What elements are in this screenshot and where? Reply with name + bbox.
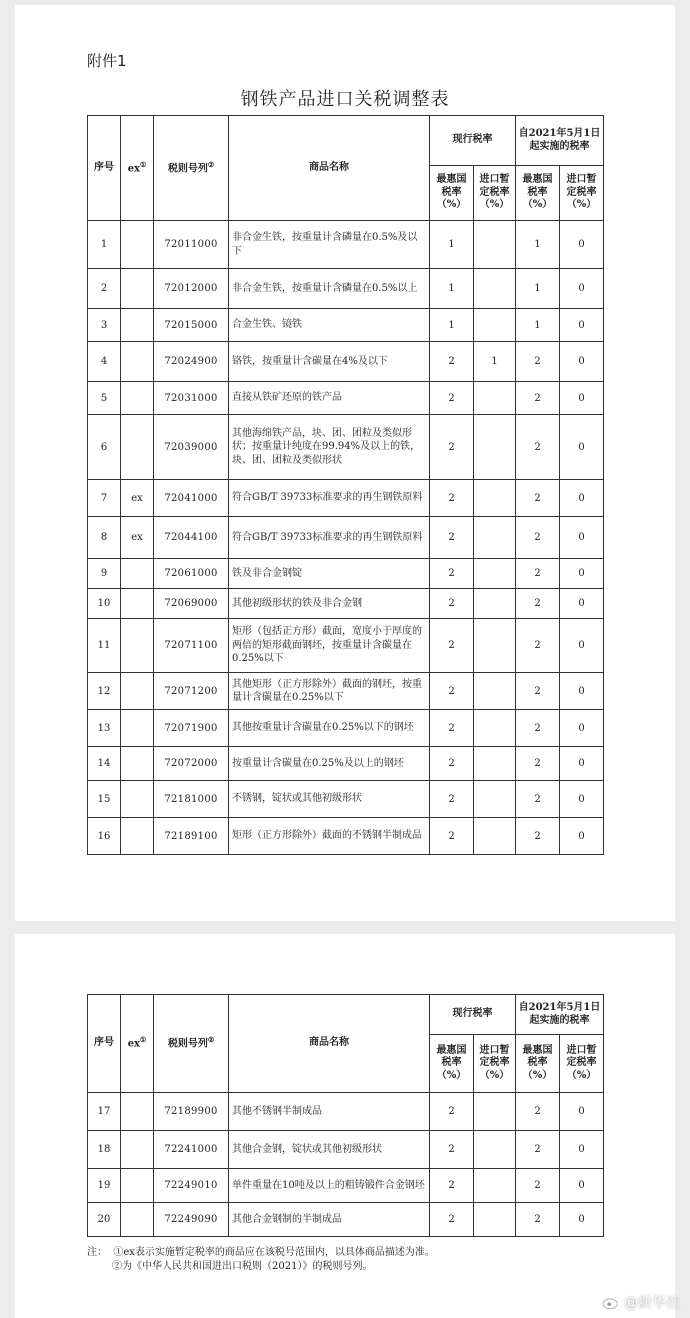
- cell-new-mfn: 1: [516, 309, 560, 342]
- cell-ex: [121, 673, 154, 710]
- cell-new-provisional: 0: [560, 1169, 604, 1203]
- header-new-prov: 进口暂定税率（%）: [560, 166, 604, 221]
- cell-code: 72181000: [154, 781, 229, 818]
- cell-new-mfn: 2: [516, 480, 560, 517]
- cell-current-provisional: 1: [474, 342, 516, 382]
- cell-new-mfn: 2: [516, 415, 560, 480]
- cell-current-provisional: [474, 781, 516, 818]
- cell-new-provisional: 0: [560, 747, 604, 781]
- cell-seq: 10: [88, 589, 121, 619]
- cell-current-provisional: [474, 382, 516, 415]
- cell-seq: 15: [88, 781, 121, 818]
- table-row: [88, 1131, 604, 1169]
- cell-current-mfn: 2: [430, 382, 474, 415]
- cell-current-mfn: 1: [430, 309, 474, 342]
- cell-code: 72071900: [154, 710, 229, 747]
- cell-current-mfn: 2: [430, 480, 474, 517]
- cell-name: 矩形（正方形除外）截面的不锈钢半制成品: [229, 818, 430, 855]
- header-name: 商品名称: [229, 995, 430, 1093]
- cell-ex: [121, 309, 154, 342]
- cell-current-provisional: [474, 619, 516, 673]
- cell-name: 其他不锈钢半制成品: [229, 1093, 430, 1131]
- cell-code: 72044100: [154, 517, 229, 559]
- cell-new-provisional: 0: [560, 269, 604, 309]
- watermark: [602, 1292, 680, 1312]
- cell-new-provisional: 0: [560, 710, 604, 747]
- header-cur-mfn: 最惠国税率（%）: [430, 166, 474, 221]
- cell-code: 72031000: [154, 382, 229, 415]
- cell-ex: [121, 589, 154, 619]
- cell-new-provisional: 0: [560, 818, 604, 855]
- watermark-text: @新华社: [624, 1295, 680, 1311]
- cell-new-provisional: 0: [560, 1203, 604, 1237]
- table-row: [88, 747, 604, 781]
- cell-new-mfn: 1: [516, 221, 560, 269]
- cell-name: 其他合金钢，锭状或其他初级形状: [229, 1131, 430, 1169]
- cell-ex: ex: [121, 517, 154, 559]
- table-row: [88, 415, 604, 480]
- header-seq: 序号: [88, 995, 121, 1093]
- cell-current-mfn: 2: [430, 710, 474, 747]
- cell-name: 符合GB/T 39733标准要求的再生钢铁原料: [229, 517, 430, 559]
- cell-ex: [121, 382, 154, 415]
- cell-new-provisional: 0: [560, 382, 604, 415]
- cell-current-mfn: 2: [430, 517, 474, 559]
- cell-new-mfn: 2: [516, 818, 560, 855]
- cell-new-mfn: 2: [516, 517, 560, 559]
- cell-new-provisional: 0: [560, 673, 604, 710]
- cell-ex: [121, 1169, 154, 1203]
- header-new-mfn: 最惠国税率（%）: [516, 166, 560, 221]
- cell-name: 其他海绵铁产品，块、团、团粒及类似形状；按重量计纯度在99.94%及以上的铁，块、团、团粒及类似形状: [229, 415, 430, 480]
- cell-current-mfn: 2: [430, 1131, 474, 1169]
- table-notes: [87, 1246, 435, 1274]
- header-seq: 序号: [88, 116, 121, 221]
- cell-seq: 4: [88, 342, 121, 382]
- cell-seq: 6: [88, 415, 121, 480]
- cell-current-mfn: 2: [430, 1093, 474, 1131]
- tariff-table-page-2: [87, 994, 604, 1237]
- cell-name: 非合金生铁，按重量计含磷量在0.5%及以下: [229, 221, 430, 269]
- cell-new-mfn: 2: [516, 382, 560, 415]
- cell-current-provisional: [474, 710, 516, 747]
- cell-seq: 17: [88, 1093, 121, 1131]
- cell-code: 72039000: [154, 415, 229, 480]
- cell-code: 72071200: [154, 673, 229, 710]
- cell-new-mfn: 2: [516, 747, 560, 781]
- cell-new-provisional: 0: [560, 1093, 604, 1131]
- cell-seq: 8: [88, 517, 121, 559]
- table-row: [88, 517, 604, 559]
- cell-new-provisional: 0: [560, 517, 604, 559]
- cell-current-mfn: 2: [430, 342, 474, 382]
- cell-current-provisional: [474, 480, 516, 517]
- cell-ex: [121, 818, 154, 855]
- cell-current-provisional: [474, 818, 516, 855]
- table-row: [88, 619, 604, 673]
- table-row: [88, 309, 604, 342]
- cell-name: 铁及非合金钢锭: [229, 559, 430, 589]
- cell-new-mfn: 2: [516, 710, 560, 747]
- cell-ex: [121, 710, 154, 747]
- table-row: [88, 382, 604, 415]
- table-row: [88, 342, 604, 382]
- cell-current-provisional: [474, 309, 516, 342]
- cell-name: 非合金生铁，按重量计含磷量在0.5%以上: [229, 269, 430, 309]
- cell-seq: 13: [88, 710, 121, 747]
- note-line-2: ②为《中华人民共和国进出口税则（2021）》的税则号列。: [112, 1261, 373, 1272]
- header-new-prov: 进口暂定税率（%）: [560, 1035, 604, 1093]
- header-new-rate: 自2021年5月1日起实施的税率: [516, 116, 604, 166]
- cell-current-provisional: [474, 221, 516, 269]
- cell-code: 72011000: [154, 221, 229, 269]
- note-line-1: 注： ①ex表示实施暂定税率的商品应在该税号范围内，以具体商品描述为准。: [87, 1247, 435, 1258]
- cell-ex: [121, 1093, 154, 1131]
- cell-ex: [121, 415, 154, 480]
- cell-new-provisional: 0: [560, 221, 604, 269]
- cell-name: 其他初级形状的铁及非合金钢: [229, 589, 430, 619]
- header-ex: ex①: [121, 116, 154, 221]
- cell-ex: [121, 221, 154, 269]
- cell-new-provisional: 0: [560, 619, 604, 673]
- table-row: [88, 221, 604, 269]
- document-page-1: [15, 5, 675, 921]
- cell-seq: 5: [88, 382, 121, 415]
- cell-current-mfn: 2: [430, 1203, 474, 1237]
- header-current-rate: 现行税率: [430, 995, 516, 1035]
- cell-new-provisional: 0: [560, 559, 604, 589]
- cell-seq: 12: [88, 673, 121, 710]
- cell-new-mfn: 2: [516, 673, 560, 710]
- cell-seq: 16: [88, 818, 121, 855]
- table-row: [88, 1093, 604, 1131]
- cell-new-mfn: 2: [516, 1169, 560, 1203]
- table-row: [88, 269, 604, 309]
- cell-name: 其他矩形（正方形除外）截面的钢坯，按重量计含碳量在0.25%以下: [229, 673, 430, 710]
- cell-code: 72249090: [154, 1203, 229, 1237]
- cell-name: 铬铁，按重量计含碳量在4%及以下: [229, 342, 430, 382]
- header-cur-mfn: 最惠国税率（%）: [430, 1035, 474, 1093]
- cell-name: 矩形（包括正方形）截面，宽度小于厚度的两倍的矩形截面钢坯，按重量计含碳量在0.25%以下: [229, 619, 430, 673]
- cell-name: 其他合金钢制的半制成品: [229, 1203, 430, 1237]
- attachment-label: 附件1: [87, 52, 127, 70]
- cell-ex: ex: [121, 480, 154, 517]
- table-row: [88, 1203, 604, 1237]
- cell-seq: 3: [88, 309, 121, 342]
- header-current-rate: 现行税率: [430, 116, 516, 166]
- cell-new-provisional: 0: [560, 781, 604, 818]
- header-new-mfn: 最惠国税率（%）: [516, 1035, 560, 1093]
- cell-new-mfn: 2: [516, 619, 560, 673]
- header-code: 税则号列②: [154, 995, 229, 1093]
- cell-current-provisional: [474, 269, 516, 309]
- cell-new-mfn: 2: [516, 1093, 560, 1131]
- cell-seq: 11: [88, 619, 121, 673]
- table-row: [88, 559, 604, 589]
- cell-code: 72041000: [154, 480, 229, 517]
- cell-ex: [121, 1131, 154, 1169]
- cell-ex: [121, 781, 154, 818]
- cell-seq: 7: [88, 480, 121, 517]
- cell-current-mfn: 2: [430, 559, 474, 589]
- cell-seq: 2: [88, 269, 121, 309]
- cell-current-mfn: 2: [430, 619, 474, 673]
- header-ex: ex①: [121, 995, 154, 1093]
- cell-name: 其他按重量计含碳量在0.25%以下的钢坯: [229, 710, 430, 747]
- table-row: [88, 818, 604, 855]
- cell-current-mfn: 2: [430, 818, 474, 855]
- table-row: [88, 1169, 604, 1203]
- cell-new-mfn: 2: [516, 1131, 560, 1169]
- cell-ex: [121, 619, 154, 673]
- cell-new-mfn: 2: [516, 781, 560, 818]
- cell-ex: [121, 559, 154, 589]
- cell-current-mfn: 2: [430, 747, 474, 781]
- table-row: [88, 673, 604, 710]
- cell-current-provisional: [474, 673, 516, 710]
- cell-seq: 14: [88, 747, 121, 781]
- cell-new-provisional: 0: [560, 415, 604, 480]
- cell-current-provisional: [474, 1131, 516, 1169]
- weibo-icon: [602, 1293, 620, 1311]
- cell-new-provisional: 0: [560, 589, 604, 619]
- cell-code: 72241000: [154, 1131, 229, 1169]
- table-row: [88, 480, 604, 517]
- cell-name: 按重量计含碳量在0.25%及以上的钢坯: [229, 747, 430, 781]
- table-row: [88, 710, 604, 747]
- table-body-page-1: [88, 221, 604, 855]
- cell-ex: [121, 747, 154, 781]
- cell-code: 72189900: [154, 1093, 229, 1131]
- cell-code: 72012000: [154, 269, 229, 309]
- cell-code: 72249010: [154, 1169, 229, 1203]
- cell-new-provisional: 0: [560, 309, 604, 342]
- cell-current-provisional: [474, 517, 516, 559]
- cell-current-provisional: [474, 1203, 516, 1237]
- cell-code: 72071100: [154, 619, 229, 673]
- cell-code: 72061000: [154, 559, 229, 589]
- document-page-2: [15, 934, 675, 1318]
- cell-ex: [121, 1203, 154, 1237]
- header-cur-prov: 进口暂定税率（%）: [474, 166, 516, 221]
- cell-name: 单件重量在10吨及以上的粗铸锻件合金钢坯: [229, 1169, 430, 1203]
- cell-new-mfn: 2: [516, 1203, 560, 1237]
- cell-current-mfn: 2: [430, 781, 474, 818]
- cell-current-provisional: [474, 747, 516, 781]
- cell-ex: [121, 269, 154, 309]
- table-body-page-2: [88, 1093, 604, 1237]
- header-new-rate: 自2021年5月1日起实施的税率: [516, 995, 604, 1035]
- cell-seq: 19: [88, 1169, 121, 1203]
- table-row: [88, 589, 604, 619]
- cell-ex: [121, 342, 154, 382]
- cell-current-mfn: 2: [430, 1169, 474, 1203]
- cell-new-mfn: 1: [516, 269, 560, 309]
- cell-current-mfn: 1: [430, 221, 474, 269]
- cell-code: 72024900: [154, 342, 229, 382]
- cell-name: 符合GB/T 39733标准要求的再生钢铁原料: [229, 480, 430, 517]
- cell-seq: 18: [88, 1131, 121, 1169]
- cell-current-provisional: [474, 415, 516, 480]
- cell-current-provisional: [474, 559, 516, 589]
- cell-seq: 1: [88, 221, 121, 269]
- cell-name: 不锈钢，锭状或其他初级形状: [229, 781, 430, 818]
- cell-code: 72072000: [154, 747, 229, 781]
- cell-code: 72189100: [154, 818, 229, 855]
- table-row: [88, 781, 604, 818]
- cell-new-mfn: 2: [516, 559, 560, 589]
- cell-current-mfn: 2: [430, 415, 474, 480]
- cell-current-provisional: [474, 1169, 516, 1203]
- header-cur-prov: 进口暂定税率（%）: [474, 1035, 516, 1093]
- header-name: 商品名称: [229, 116, 430, 221]
- cell-seq: 20: [88, 1203, 121, 1237]
- tariff-table-page-1: [87, 115, 604, 855]
- cell-current-mfn: 2: [430, 589, 474, 619]
- cell-name: 直接从铁矿还原的铁产品: [229, 382, 430, 415]
- cell-current-provisional: [474, 589, 516, 619]
- cell-name: 合金生铁、镜铁: [229, 309, 430, 342]
- cell-current-provisional: [474, 1093, 516, 1131]
- cell-new-mfn: 2: [516, 342, 560, 382]
- cell-current-mfn: 2: [430, 673, 474, 710]
- header-code: 税则号列②: [154, 116, 229, 221]
- cell-new-provisional: 0: [560, 480, 604, 517]
- cell-new-mfn: 2: [516, 589, 560, 619]
- document-title: 钢铁产品进口关税调整表: [240, 89, 450, 110]
- cell-code: 72015000: [154, 309, 229, 342]
- cell-new-provisional: 0: [560, 342, 604, 382]
- cell-code: 72069000: [154, 589, 229, 619]
- cell-new-provisional: 0: [560, 1131, 604, 1169]
- cell-seq: 9: [88, 559, 121, 589]
- cell-current-mfn: 1: [430, 269, 474, 309]
